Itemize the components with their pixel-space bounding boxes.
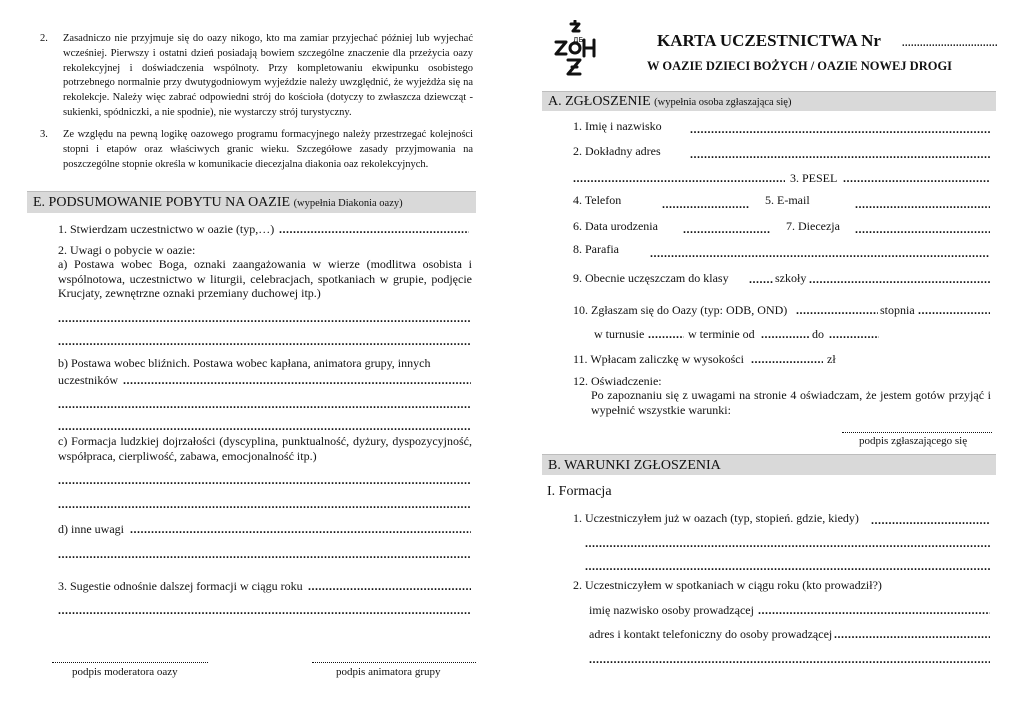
q2a-text: a) Postawa wobec Boga, oznaki zaangażowania w wierze (modlitwa osobista i wspólnotowa, uczestnictwo w liturgii, celebracjach, spotkaniach w grupie, podjęcie Krucjaty, zewnętrzne oznaki przemiany duchowej itp.) [58, 257, 472, 301]
date-from-field[interactable] [761, 326, 809, 342]
svg-text:ДБ: ДБ [573, 36, 584, 44]
b2-label: 2. Uczestniczyłem w spotkaniach w ciągu roku (kto prowadził?) [573, 578, 882, 592]
section-b-title: B. WARUNKI ZGŁOSZENIA [548, 458, 721, 473]
field-10-stopnia-label: stopnia [880, 303, 915, 317]
declaration-text: Po zapoznaniu się z uwagami na stronie 4 oświadczam, że jestem gotów przyjąć i wypełnić wszystkie warunki: [591, 388, 991, 417]
field-11-label: 11. Wpłacam zaliczkę w wysokości [573, 352, 744, 366]
field-5-label: 5. E-mail [765, 193, 810, 207]
q2-label: 2. Uwagi o pobycie w oazie: [58, 243, 196, 257]
address-field-2[interactable] [573, 170, 785, 186]
item-2-number: 2. [40, 33, 48, 44]
field-10-to-label: do [812, 327, 824, 341]
turnus-field[interactable] [648, 326, 684, 342]
q2d-field-1[interactable] [130, 521, 471, 537]
animator-signature-label: podpis animatora grupy [336, 666, 441, 678]
diocese-field[interactable] [855, 221, 990, 237]
q3-field-1[interactable] [308, 578, 471, 594]
field-6-label: 6. Data urodzenia [573, 219, 658, 233]
degree-field[interactable] [918, 302, 990, 318]
oasis-type-field[interactable] [796, 302, 878, 318]
class-field[interactable] [749, 271, 773, 287]
section-e-title: E. PODSUMOWANIE POBYTU NA OAZIE [33, 195, 291, 210]
field-11-currency: zł [827, 352, 836, 366]
email-field[interactable] [855, 196, 990, 212]
field-1-label: 1. Imię i nazwisko [573, 119, 662, 133]
field-4-label: 4. Telefon [573, 193, 622, 207]
moderator-signature-label: podpis moderatora oazy [72, 666, 178, 678]
item-3-number: 3. [40, 129, 48, 140]
field-12-label: 12. Oświadczenie: [573, 374, 662, 388]
section-e-note: (wypełnia Diakonia oazy) [293, 198, 403, 209]
section-a-note: (wypełnia osoba zgłaszająca się) [654, 97, 792, 108]
parish-field[interactable] [650, 245, 990, 261]
formation-heading: I. Formacja [547, 484, 612, 499]
q2b-field-2[interactable] [58, 396, 471, 412]
right-page [512, 0, 1024, 724]
leader-contact-field-1[interactable] [834, 626, 990, 642]
q2d-label: d) inne uwagi [58, 522, 124, 536]
leader-name-field[interactable] [758, 602, 990, 618]
q2c-text: c) Formacja ludzkiej dojrzałości (dyscyplina, punktualność, dyżury, dyspozycyjność, współpraca, cierpliwość, zabawa, emocjonalność itp.) [58, 434, 472, 463]
b2a-label: imię nazwisko osoby prowadzącej [589, 603, 754, 617]
pesel-field[interactable] [843, 170, 990, 186]
date-to-field[interactable] [829, 326, 879, 342]
q2a-field-1[interactable] [58, 310, 471, 326]
field-9-school-label: szkoły [775, 271, 807, 285]
q2d-field-2[interactable] [58, 546, 471, 562]
field-9-label: 9. Obecnie uczęszczam do klasy [573, 271, 729, 285]
name-field[interactable] [690, 121, 990, 137]
field-7-label: 7. Diecezja [786, 219, 840, 233]
q1-label: 1. Stwierdzam uczestnictwo w oazie (typ,…) [58, 222, 275, 236]
item-2-text: Zasadniczo nie przyjmuje się do oazy nikogo, kto ma zamiar przyjechać później lub wyjechać wcześniej. Pierwszy i ostatni dzień posiadają bowiem szczególne znaczenie dla przeżycia oazy rekolekcyjnej i doświadczenia wspólnoty. Przy kompletowaniu ekwipunku osobistego potrzebnego normalnie przy dwutygodniowym wyjeździe należy uwzględnić, że wyjeżdża się na rekolekcje. Należy więc zabrać odpowiedni strój do kościoła (dotyczy to zwłaszcza dziewcząt - sukienki, spódniczki, a nie spodnie), nie wystarczy strój turystyczny. [63, 33, 473, 118]
q2a-field-2[interactable] [58, 333, 471, 349]
item-3-text: Ze względu na pewną logikę oazowego programu formacyjnego należy przestrzegać kolejności stopni i etapów oraz właściwych granic wieku. Szczegółowe zasady przyjmowania na poszczególne stopnie określa w komunikacie diecezjalna diakonia oaz rekolekcyjnych. [63, 129, 473, 170]
q2c-field-1[interactable] [58, 472, 471, 488]
b1-label: 1. Uczestniczyłem już w oazach (typ, stopień. gdzie, kiedy) [573, 511, 859, 525]
q2c-field-2[interactable] [58, 496, 471, 512]
b1-field-2[interactable] [585, 535, 990, 551]
animator-signature-line[interactable] [312, 662, 476, 663]
card-number-field[interactable] [902, 37, 997, 51]
field-10-from-label: w terminie od [688, 327, 755, 341]
q3-field-2[interactable] [58, 602, 471, 618]
q2b-field-1[interactable] [123, 372, 471, 388]
section-a-title: A. ZGŁOSZENIE [548, 94, 651, 109]
phone-field[interactable] [662, 196, 750, 212]
q2b-text-line2: uczestników [58, 373, 118, 387]
oasis-logo [546, 20, 604, 82]
school-field[interactable] [809, 271, 990, 287]
q1-field[interactable] [279, 221, 469, 237]
section-a-header [542, 91, 996, 111]
applicant-signature-line[interactable] [842, 432, 992, 433]
q3-label: 3. Sugestie odnośnie dalszej formacji w ciągu roku [58, 579, 303, 593]
address-field-1[interactable] [690, 146, 990, 162]
section-e-header [27, 191, 476, 213]
moderator-signature-line[interactable] [52, 662, 208, 663]
b1-field-3[interactable] [585, 558, 990, 574]
field-8-label: 8. Parafia [573, 242, 619, 256]
field-3-label: 3. PESEL [790, 171, 838, 185]
card-title: KARTA UCZESTNICTWA Nr [657, 31, 881, 50]
section-b-header [542, 454, 996, 475]
field-10-label: 10. Zgłaszam się do Oazy (typ: ODB, OND) [573, 303, 788, 317]
deposit-field[interactable] [751, 351, 823, 367]
card-subtitle: W OAZIE DZIECI BOŻYCH / OAZIE NOWEJ DROGI [647, 59, 953, 73]
birthdate-field[interactable] [683, 221, 771, 237]
applicant-signature-label: podpis zgłaszającego się [859, 435, 968, 447]
b2b-label: adres i kontakt telefoniczny do osoby prowadzącej [589, 627, 833, 641]
b1-field-1[interactable] [871, 512, 990, 528]
field-10-turnus-label: w turnusie [594, 327, 645, 341]
q2b-field-3[interactable] [58, 418, 471, 434]
field-2-label: 2. Dokładny adres [573, 144, 661, 158]
leader-contact-field-2[interactable] [589, 651, 990, 667]
q2b-text-line1: b) Postawa wobec bliźnich. Postawa wobec kapłana, animatora grupy, innych [58, 356, 431, 370]
